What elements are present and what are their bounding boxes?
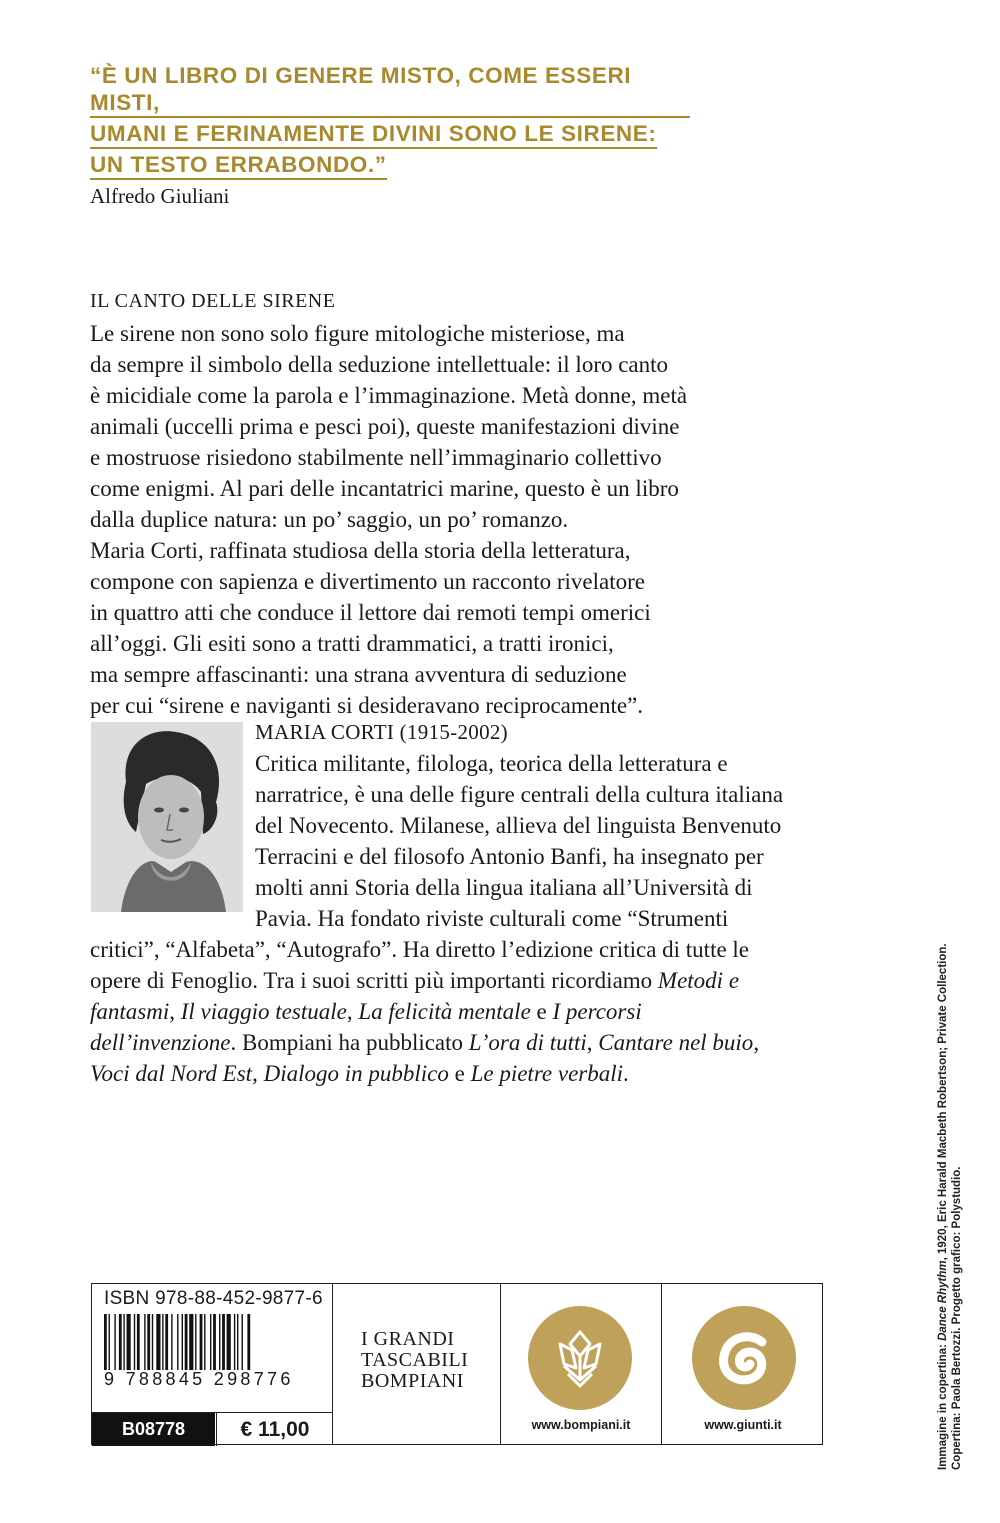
barcode-panel [91,1283,823,1445]
barcode-bar [152,1314,153,1370]
barcode-bar [234,1314,235,1370]
bompiani-cell [500,1284,661,1444]
giunti-spiral-logo [692,1306,796,1410]
quote-line: UN TESTO ERRABONDO.” [90,151,387,180]
work-title: Voci dal Nord Est [90,1061,253,1086]
giunti-url[interactable]: www.giunti.it [704,1418,782,1432]
barcode-bar [237,1314,238,1370]
barcode-bar [242,1314,243,1370]
bio-text: Critica militante, filologa, teorica della letteratura e narratrice, è una delle figure centrali della cultura italiana del Novecento. Milanese, allieva del linguista Benvenuto Terracini e del filosofo Antonio Banfi, ha insegnato per molti anni Storia della lingua italiana all’Università di Pavia. Ha fondato riviste culturali come “Strumenti critici”, “Alfabeta”, “Autografo”. Ha diretto l’edizione critica di tutte le opere di Fenoglio. Tra i suoi scritti più importanti ricordiamo [90,751,784,993]
synopsis-line: è micidiale come la parola e l’immaginazione. Metà donne, metà [90,383,688,408]
barcode-bar [195,1314,196,1370]
synopsis-line: animali (uccelli prima e pesci poi), queste manifestazioni divine [90,414,680,439]
section-title: IL CANTO DELLE SIRENE [90,290,336,312]
barcode-bar [177,1314,178,1370]
work-title: I percorsi dell’invenzione [90,999,642,1055]
barcode-bar [156,1314,160,1370]
barcode-bar [127,1314,131,1370]
series-line: BOMPIANI [361,1370,464,1392]
barcode-bar [109,1314,110,1370]
barcode-bar [165,1314,168,1370]
quote-line: “È UN LIBRO DI GENERE MISTO, COME ESSERI MISTI, [90,62,690,118]
synopsis-line: Le sirene non sono solo figure mitologiche misteriose, ma [90,321,625,346]
credit-text: Immagine in copertina: [937,1340,949,1470]
bio-sep: e [448,1061,471,1086]
barcode-bar [171,1314,172,1370]
barcode-bar [189,1314,193,1370]
synopsis [90,318,780,721]
barcode-bar [114,1314,115,1370]
synopsis-line: come enigmi. Al pari delle incantatrici marine, questo è un libro [90,476,679,501]
work-title: Dialogo in pubblico [263,1061,449,1086]
synopsis-line: Maria Corti, raffinata studiosa della storia della letteratura, [90,538,631,563]
barcode-bar [182,1314,183,1370]
isbn: ISBN 978-88-452-9877-6 [104,1288,323,1309]
barcode-bar [147,1314,150,1370]
synopsis-line: ma sempre affascinanti: una strana avventura di seduzione [90,662,627,687]
work-title: La felicità mentale [358,999,531,1024]
barcode-bar [219,1314,220,1370]
bio-sep: . [623,1061,629,1086]
code-price-row [92,1412,332,1446]
barcode-bar [119,1314,122,1370]
synopsis-line: all’oggi. Gli esiti sono a tratti drammatici, a tratti ironici, [90,631,614,656]
synopsis-line: e mostruose risiedono stabilmente nell’immaginario collettivo [90,445,662,470]
bompiani-flower-logo [528,1306,632,1410]
work-title: Le pietre verbali [470,1061,624,1086]
barcode-bar [247,1314,250,1370]
bompiani-url[interactable]: www.bompiani.it [531,1418,631,1432]
synopsis-line: da sempre il simbolo della seduzione intellettuale: il loro canto [90,352,669,377]
product-code: B08778 [92,1413,215,1446]
series-label [361,1329,468,1392]
bio-sep: e [530,999,553,1024]
credit-design: Copertina: Paola Bertozzi. Progetto grafico: Polystudio. [951,1166,963,1470]
barcode [102,1314,332,1370]
cover-credits [936,850,964,1470]
bio-sep: , [252,1061,264,1086]
series-line: I GRANDI [361,1328,455,1350]
credit-text: , 1920, Eric Harald Macbeth Robertson; Private Collection. [937,943,949,1261]
barcode-bar [213,1314,216,1370]
barcode-bar [137,1314,140,1370]
bio-float-spacer [90,748,255,928]
barcode-bar [123,1314,124,1370]
price: € 11,00 [216,1413,333,1446]
barcode-bar [134,1314,135,1370]
barcode-bar [204,1314,205,1370]
quote-block [90,62,690,209]
synopsis-line: compone con sapienza e divertimento un racconto rivelatore [90,569,645,594]
quote-author: Alfredo Giuliani [90,184,230,208]
synopsis-line: dalla duplice natura: un po’ saggio, un po’ romanzo. [90,507,569,532]
barcode-bar [200,1314,203,1370]
bio-sep: , [346,999,359,1024]
work-title: L’ora di tutti [468,1030,587,1055]
barcode-bar [222,1314,225,1370]
giunti-cell [661,1284,824,1444]
isbn-digits: 9 788845 298776 [104,1369,294,1389]
barcode-bar [185,1314,188,1370]
work-title: Cantare nel buio [598,1030,754,1055]
author-bio [90,748,790,1089]
credit-artwork-title: Dance Rhythm [937,1260,949,1341]
barcode-bar [227,1314,231,1370]
work-title: Metodi e fantasmi [90,968,740,1024]
bio-sep: , [586,1030,599,1055]
synopsis-line: per cui “sirene e naviganti si desideravano reciprocamente”. [90,693,644,718]
barcode-bar [162,1314,163,1370]
work-title: Il viaggio testuale [180,999,347,1024]
series-line: TASCABILI [361,1349,469,1371]
barcode-bar [210,1314,211,1370]
author-name: MARIA CORTI (1915-2002) [255,720,508,744]
synopsis-line: in quattro atti che conduce il lettore dai remoti tempi omerici [90,600,651,625]
bio-sep: , [753,1030,760,1055]
barcode-bar [104,1314,107,1370]
quote-line: UMANI E FERINAMENTE DIVINI SONO LE SIRENE: [90,120,657,149]
barcode-bar [144,1314,145,1370]
bio-sep: , [169,999,181,1024]
bio-sep: . Bompiani ha pubblicato [230,1030,469,1055]
series-cell [332,1284,500,1444]
